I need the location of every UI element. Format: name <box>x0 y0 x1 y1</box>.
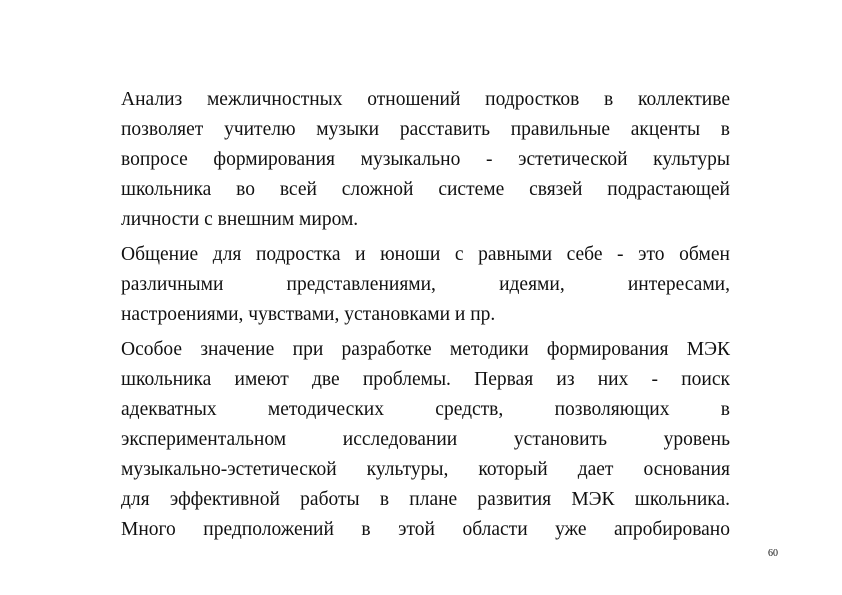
paragraph-2 <box>121 240 730 330</box>
text-line: школьника во всей сложной системе связей подрастающей <box>121 179 730 200</box>
text-line: личности с внешним миром. <box>121 209 359 230</box>
text-line: Анализ межличностных отношений подростков в коллективе <box>121 89 730 110</box>
page-number: 60 <box>768 548 778 559</box>
text-line: школьника имеют две проблемы. Первая из них - поиск <box>121 369 730 390</box>
paragraph-3 <box>121 335 730 545</box>
body-text <box>121 85 730 550</box>
text-line: экспериментальном исследовании установить уровень <box>121 429 730 450</box>
text-line: позволяет учителю музыки расставить правильные акценты в <box>121 119 730 140</box>
text-line: вопросе формирования музыкально - эстетической культуры <box>121 149 730 170</box>
text-line: для эффективной работы в плане развития МЭК школьника. <box>121 489 730 510</box>
text-line: адекватных методических средств, позволяющих в <box>121 399 730 420</box>
text-line: различными представлениями, идеями, интересами, <box>121 274 730 295</box>
text-line: настроениями, чувствами, установками и пр. <box>121 304 496 325</box>
text-line: Особое значение при разработке методики формирования МЭК <box>121 339 730 360</box>
paragraph-1 <box>121 85 730 235</box>
text-line: Общение для подростка и юноши с равными себе - это обмен <box>121 244 730 265</box>
text-line: Много предположений в этой области уже апробировано <box>121 519 730 540</box>
text-line: музыкально-эстетической культуры, который дает основания <box>121 459 730 480</box>
